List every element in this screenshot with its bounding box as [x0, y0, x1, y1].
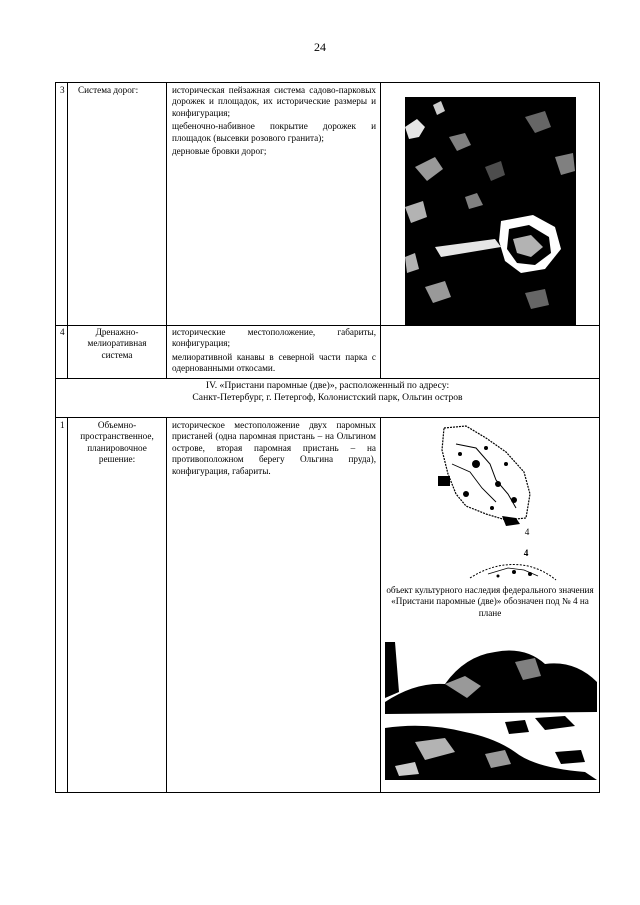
section-heading-line: IV. «Пристани паромные (две)», расположенный по адресу: — [205, 380, 450, 391]
row-name: Дренажно-мелиоративная система — [87, 327, 147, 360]
image-caption: объект культурного наследия федерального значения «Пристани паромные (две)» обозначен под № 4 на плане — [386, 585, 594, 618]
map-label: 4 — [524, 527, 530, 537]
description-line: дерновые бровки дорог; — [172, 146, 267, 157]
row-number: 3 — [60, 85, 65, 95]
pond-photo-image — [385, 642, 597, 780]
plan-fragment-image — [468, 558, 558, 584]
section-heading — [56, 380, 599, 404]
description-line: исторические местоположение, габариты, конфигурация; — [172, 327, 376, 349]
row-number: 1 — [60, 420, 65, 430]
row-name: Система дорог: — [78, 85, 139, 95]
description-line: историческая пейзажная система садово-парковых дорожек и площадок, их исторические размеры и конфигурация; — [172, 85, 376, 118]
row-name: Объемно-пространственное, планировочное решение: — [80, 420, 154, 465]
row-description — [167, 420, 380, 479]
description-line: мелиоративной канавы в северной части парка с одернованными откосами. — [172, 351, 376, 374]
description-line: щебеночно-набивное покрытие дорожек и площадок (высевки розового гранита); — [172, 121, 376, 143]
row-number: 4 — [60, 327, 65, 337]
section-heading-line: Санкт-Петербург, г. Петергоф, Колонистский парк, Ольгин остров — [192, 392, 463, 403]
row-description — [167, 327, 380, 377]
row-description — [167, 85, 380, 159]
site-plan-image — [436, 424, 536, 534]
page-number: 24 — [314, 40, 326, 54]
aerial-photo-image — [405, 97, 576, 325]
description-line: историческое местоположение двух паромных пристаней (одна паромная пристань – на Ольгином острове, вторая паромная пристань – на противоположном берегу Ольгина пруда), конфигурация, габариты. — [172, 420, 376, 476]
map-label: 4 — [523, 548, 529, 558]
